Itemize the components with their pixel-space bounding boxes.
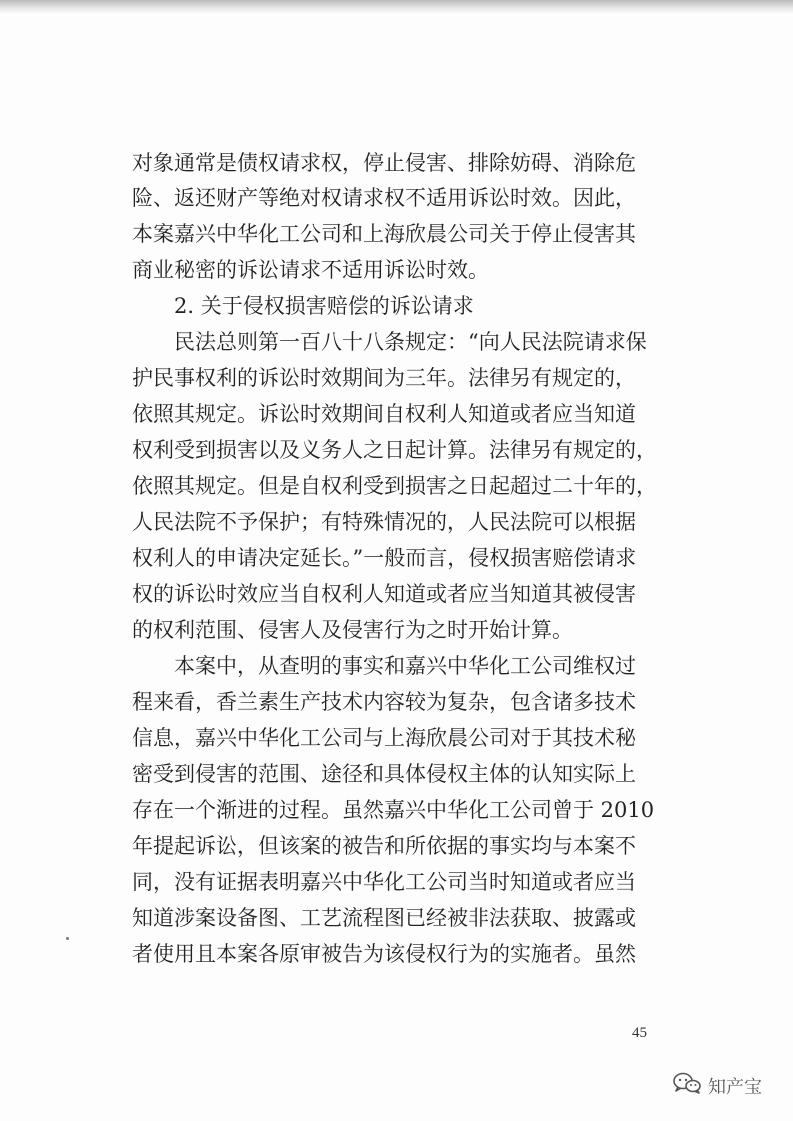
text-line: 者使用且本案各原审被告为该侵权行为的实施者。虽然 [132, 942, 636, 966]
text-line: 本案中，从查明的事实和嘉兴中华化工公司维权过 [174, 654, 636, 678]
text-line: 权利人的申请决定延长。”一般而言，侵权损害赔偿请求 [132, 546, 637, 570]
text-line: 密受到侵害的范围、途径和具体侵权主体的认知实际上 [132, 762, 636, 786]
text-line: 年提起诉讼，但该案的被告和所依据的事实均与本案不 [132, 834, 636, 858]
text-line: 知道涉案设备图、工艺流程图已经被非法获取、披露或 [132, 906, 636, 930]
text-line: 本案嘉兴中华化工公司和上海欣晨公司关于停止侵害其 [132, 222, 636, 246]
text-line: 信息，嘉兴中华化工公司与上海欣晨公司对于其技术秘 [132, 726, 636, 750]
page-number: 45 [632, 1025, 647, 1041]
scan-edge-shade [0, 0, 793, 14]
text-line: 权的诉讼时效应当自权利人知道或者应当知道其被侵害 [132, 582, 636, 606]
text-line: 同，没有证据表明嘉兴中华化工公司当时知道或者应当 [132, 870, 636, 894]
text-line: 对象通常是债权请求权，停止侵害、排除妨碍、消除危 [132, 151, 636, 175]
text-line: 商业秘密的诉讼请求不适用诉讼时效。 [132, 258, 489, 282]
watermark [672, 1071, 762, 1100]
text-line: 依照其规定。诉讼时效期间自权利人知道或者应当知道 [132, 402, 636, 426]
text-line: 民法总则第一百八十八条规定：“向人民法院请求保 [174, 330, 647, 354]
section-heading: 2. 关于侵权损害赔偿的诉讼请求 [174, 294, 474, 318]
text-line: 护民事权利的诉讼时效期间为三年。法律另有规定的， [132, 366, 636, 390]
text-line: 依照其规定。但是自权利受到损害之日起超过二十年的， [132, 474, 657, 498]
watermark-text: 知产宝 [708, 1076, 762, 1098]
scan-speck [66, 937, 69, 940]
text-line: 人民法院不予保护；有特殊情况的，人民法院可以根据 [132, 510, 636, 534]
text-line: 存在一个渐进的过程。虽然嘉兴中华化工公司曾于 2010 [132, 798, 655, 822]
wechat-icon [672, 1071, 702, 1100]
text-line: 程来看，香兰素生产技术内容较为复杂，包含诸多技术 [132, 690, 636, 714]
text-line: 的权利范围、侵害人及侵害行为之时开始计算。 [132, 618, 573, 642]
text-line: 险、返还财产等绝对权请求权不适用诉讼时效。因此， [132, 186, 636, 210]
text-line: 权利受到损害以及义务人之日起计算。法律另有规定的， [132, 438, 657, 462]
